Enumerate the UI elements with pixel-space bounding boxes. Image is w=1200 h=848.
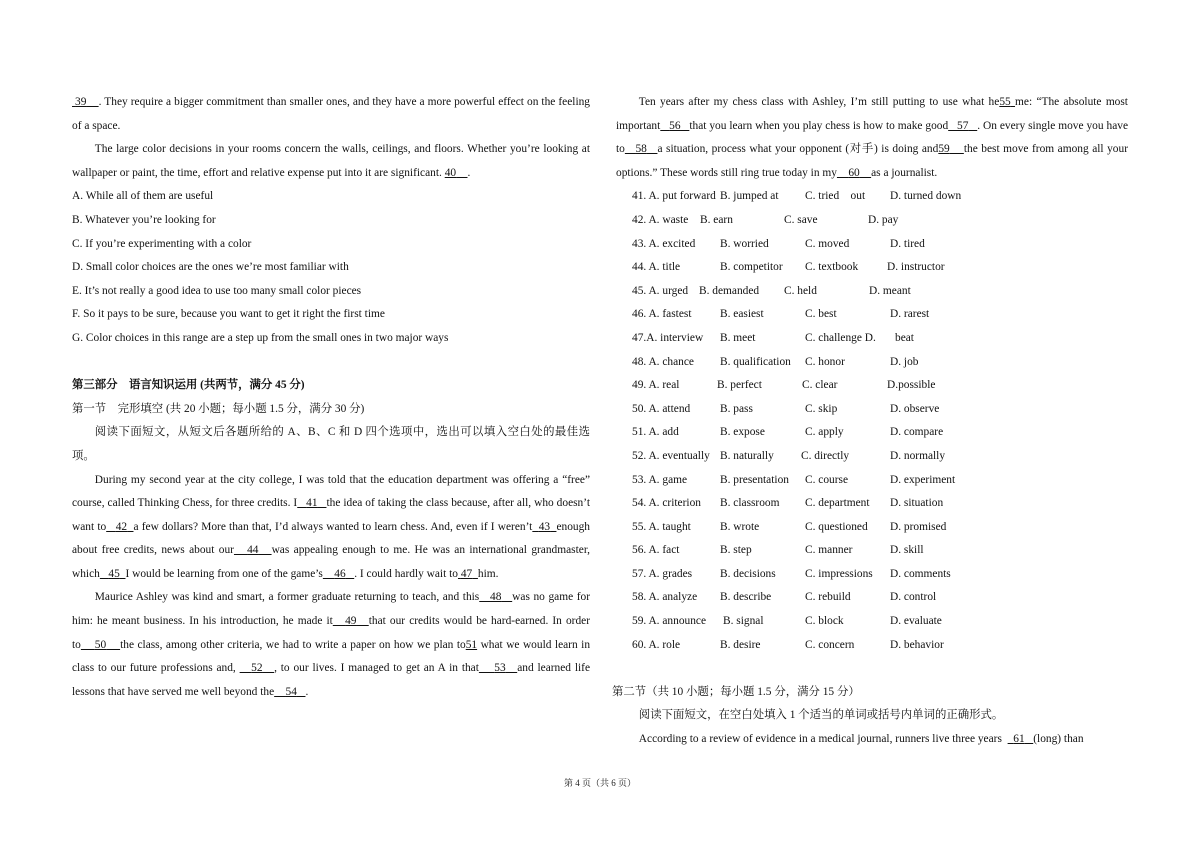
blank-44: 44 <box>247 544 259 557</box>
paragraph-39: 39 . They require a bigger commitment than smaller ones, and they have a more powerful effect on the feeling of a space. <box>72 96 591 132</box>
blank-51: 51 <box>465 638 478 651</box>
question-54: 54. A. criterion B. classroom C. department D. situation <box>632 497 944 510</box>
blank-48: 48 <box>490 591 502 604</box>
question-50: 50. A. attend B. pass C. skip D. observe <box>632 402 940 415</box>
cloze-paragraph-1: During my second year at the city college, I was told that the education department was offering a “free” course, called Thinking Chess, for three credits. I 41 the idea of taking the class because, after all, who doesn’t want to 42 a few dollars? More than that, I’d always wanted to learn chess. And, even if I weren’t 43 enough about free credits, news about our 44 was appealing enough to me. He was an international grandmaster, which 45 I would be learning from one of the game’s 46 . I could hardly wait to 47 him. <box>72 473 591 580</box>
blank-61: 61 <box>1013 733 1025 746</box>
question-48: 48. A. chance B. qualification C. honor D. job <box>632 355 919 368</box>
question-options-list <box>616 185 1128 657</box>
option-c: C. If you’re experimenting with a color <box>72 237 252 250</box>
question-49: 49. A. real B. perfect C. clear D.possible <box>632 379 936 392</box>
blank-57: 57 <box>957 119 969 132</box>
option-e: E. It’s not really a good idea to use too many small color pieces <box>72 284 362 297</box>
option-d: D. Small color choices are the ones we’re most familiar with <box>72 261 349 274</box>
option-a: A. While all of them are useful <box>72 190 214 203</box>
left-column <box>72 91 590 704</box>
question-41: 41. A. put forward B. jumped at C. tried out D. turned down <box>632 190 962 203</box>
question-55: 55. A. taught B. wrote C. questioned D. promised <box>632 520 947 533</box>
question-47: 47.A. interview B. meet C. challenge D. beat <box>632 331 914 344</box>
question-56: 56. A. fact B. step C. manner D. skill <box>632 544 924 557</box>
blank-54: 54 <box>285 685 297 698</box>
section-one-heading: 第一节 完形填空 (共 20 小题；每小题 1.5 分，满分 30 分) <box>72 402 365 415</box>
blank-43: 43 <box>538 520 551 533</box>
blank-40: 40 <box>444 166 457 179</box>
blank-49: 49 <box>345 615 357 628</box>
blank-45: 45 <box>108 567 120 580</box>
blank-47: 47 <box>460 567 473 580</box>
blank-46: 46 <box>334 567 346 580</box>
blank-52: 52 <box>251 662 263 675</box>
cloze-paragraph-3: Ten years after my chess class with Ashley, I’m still putting to use what he55 me: “The absolute most important 56 that you learn when you play chess is how to make good 57 . On every single move you have to 58 a situation, process what your opponent (对手) is doing and59 the best move from among all your options.” These words still ring true today in my 60 as a journalist. <box>616 96 1129 179</box>
blank-56: 56 <box>669 119 681 132</box>
cloze-paragraph-2: Maurice Ashley was kind and smart, a former graduate returning to teach, and this 48 was no game for him: he meant business. In his introduction, he made it 49 that our credits would be hard-earned. In order to 50 the class, among other criteria, we had to write a paper on how we plan to51 what we would learn in class to our future professions and, 52 , to our lives. I managed to get an A in that 53 and learned life lessons that have served me well beyond the 54 . <box>72 591 591 698</box>
question-42: 42. A. waste B. earn C. save D. pay <box>632 213 899 226</box>
question-59: 59. A. announce B. signal C. block D. evaluate <box>632 615 942 628</box>
section-one-instructions: 阅读下面短文，从短文后各题所给的 A、B、C 和 D 四个选项中，选出可以填入空白处的最佳选项。 <box>72 426 590 462</box>
paragraph-40: The large color decisions in your rooms concern the walls, ceilings, and floors. Whether you’re looking at wallpaper or paint, the time, effort and relative expense put into it are significant. 40 . <box>72 143 590 179</box>
part-three-heading: 第三部分 语言知识运用 (共两节，满分 45 分) <box>72 379 305 392</box>
question-57: 57. A. grades B. decisions C. impressions D. comments <box>632 567 951 580</box>
section-two-heading: 第二节（共 10 小题；每小题 1.5 分，满分 15 分） <box>612 685 860 698</box>
question-58: 58. A. analyze B. describe C. rebuild D. control <box>632 591 937 604</box>
question-53: 53. A. game B. presentation C. course D. experiment <box>632 473 956 486</box>
question-51: 51. A. add B. expose C. apply D. compare <box>632 426 944 439</box>
section-two-instructions: 阅读下面短文，在空白处填入 1 个适当的单词或括号内单词的正确形式。 <box>638 709 1004 722</box>
blank-59: 59 <box>938 143 950 156</box>
question-46: 46. A. fastest B. easiest C. best D. rarest <box>632 308 930 321</box>
blank-42: 42 <box>115 520 128 533</box>
question-60: 60. A. role B. desire C. concern D. behavior <box>632 638 944 651</box>
blank-58: 58 <box>635 143 647 156</box>
blank-41: 41 <box>306 497 318 510</box>
question-44: 44. A. title B. competitor C. textbook D. instructor <box>632 261 945 274</box>
page-footer: 第 4 页（共 6 页） <box>563 778 636 788</box>
option-b: B. Whatever you’re looking for <box>72 213 216 226</box>
answer-options <box>72 185 590 350</box>
blank-55: 55 <box>999 96 1011 108</box>
question-52: 52. A. eventually B. naturally C. directly D. normally <box>632 449 946 462</box>
right-column <box>612 91 1129 752</box>
option-g: G. Color choices in this range are a step up from the small ones in two major ways <box>72 331 449 344</box>
blank-60: 60 <box>848 166 860 179</box>
blank-50: 50 <box>94 638 107 651</box>
grammar-paragraph: According to a review of evidence in a medical journal, runners live three years 61 (long) than <box>638 733 1084 746</box>
question-45: 45. A. urged B. demanded C. held D. meant <box>632 284 911 297</box>
blank-53: 53 <box>494 662 506 675</box>
question-43: 43. A. excited B. worried C. moved D. tired <box>632 237 925 250</box>
option-f: F. So it pays to be sure, because you want to get it right the first time <box>72 308 385 321</box>
blank-39: 39 <box>75 96 87 108</box>
